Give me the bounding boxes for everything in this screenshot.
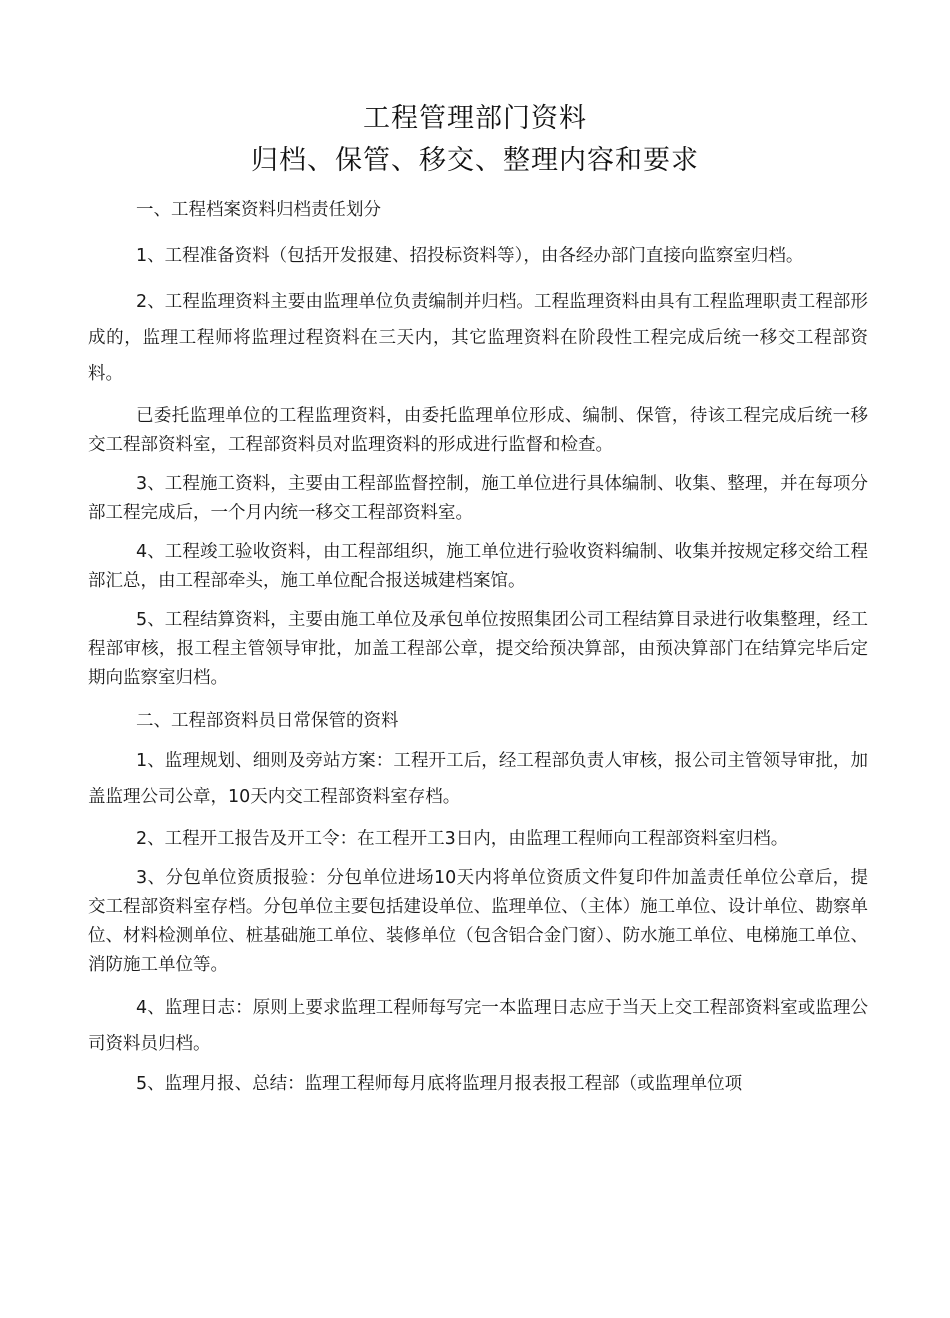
section-2-paragraph-5: 5、监理月报、总结：监理工程师每月底将监理月报表报工程部（或监理单位项 xyxy=(136,1074,743,1094)
section-1-paragraph-1: 1、工程准备资料（包括开发报建、招投标资料等），由各经办部门直接向监察室归档。 xyxy=(136,246,804,266)
section-1-paragraph-2: 2、工程监理资料主要由监理单位负责编制并归档。工程监理资料由具有工程监理职责工程部形成的，监理工程师将监理过程资料在三天内，其它监理资料在阶段性工程完成后统一移交工程部资料。 xyxy=(88,292,868,384)
document-title xyxy=(0,98,950,182)
section-2-paragraph-2: 2、工程开工报告及开工令：在工程开工3日内，由监理工程师向工程部资料室归档。 xyxy=(136,829,789,849)
section-2-heading: 二、工程部资料员日常保管的资料 xyxy=(136,711,399,731)
section-1-paragraph-2b: 已委托监理单位的工程监理资料，由委托监理单位形成、编制、保管，待该工程完成后统一移交工程部资料室，工程部资料员对监理资料的形成进行监督和检查。 xyxy=(88,406,868,455)
section-1-paragraph-3: 3、工程施工资料，主要由工程部监督控制，施工单位进行具体编制、收集、整理，并在每项分部工程完成后，一个月内统一移交工程部资料室。 xyxy=(88,474,868,523)
section-2-paragraph-1: 1、监理规划、细则及旁站方案：工程开工后，经工程部负责人审核，报公司主管领导审批，加盖监理公司公章，10天内交工程部资料室存档。 xyxy=(88,751,868,807)
document-body xyxy=(88,192,868,1102)
title-line-1: 工程管理部门资料 xyxy=(363,103,587,134)
section-2-paragraph-4: 4、监理日志：原则上要求监理工程师每写完一本监理日志应于当天上交工程部资料室或监理公司资料员归档。 xyxy=(88,998,868,1054)
title-line-2: 归档、保管、移交、整理内容和要求 xyxy=(251,145,699,176)
section-1-paragraph-4: 4、工程竣工验收资料，由工程部组织，施工单位进行验收资料编制、收集并按规定移交给工程部汇总，由工程部牵头，施工单位配合报送城建档案馆。 xyxy=(88,542,868,591)
section-1-heading: 一、工程档案资料归档责任划分 xyxy=(136,200,381,220)
section-2-paragraph-3: 3、分包单位资质报验：分包单位进场10天内将单位资质文件复印件加盖责任单位公章后，提交工程部资料室存档。分包单位主要包括建设单位、监理单位、（主体）施工单位、设计单位、勘察单位、材料检测单位、桩基础施工单位、装修单位（包含铝合金门窗）、防水施工单位、电梯施工单位、消防施工单位等。 xyxy=(88,868,868,975)
section-1-paragraph-5: 5、工程结算资料，主要由施工单位及承包单位按照集团公司工程结算目录进行收集整理，经工程部审核，报工程主管领导审批，加盖工程部公章，提交给预决算部，由预决算部门在结算完毕后定期向监察室归档。 xyxy=(88,610,868,688)
